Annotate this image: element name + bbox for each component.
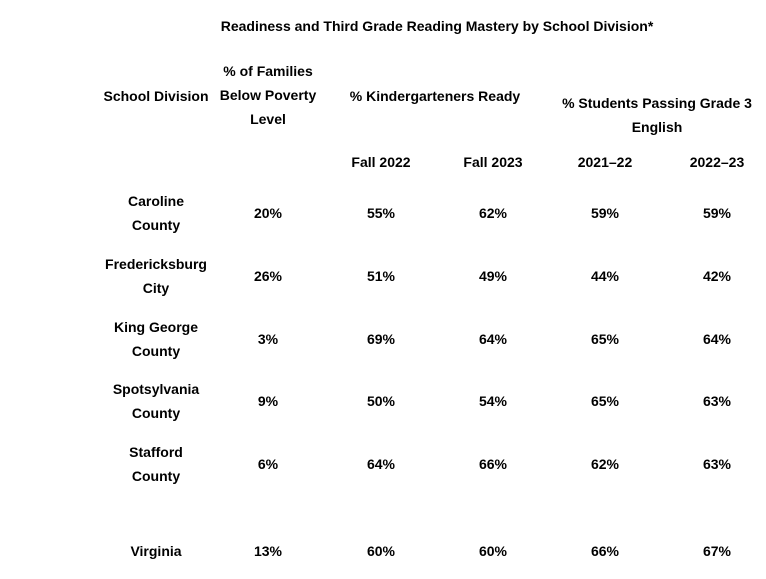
cell-2021-22: 59% xyxy=(590,205,620,221)
header-grade3-line-2: English xyxy=(631,119,683,135)
header-poverty xyxy=(205,59,331,131)
cell-poverty: 3% xyxy=(257,331,279,347)
table-title: Readiness and Third Grade Reading Mastery by School Division* xyxy=(220,18,654,34)
cell-fall-2023: 62% xyxy=(478,205,508,221)
cell-fall-2022: 64% xyxy=(366,456,396,472)
header-kindergarten-ready: % Kindergarteners Ready xyxy=(349,88,521,104)
subheader-2021-22: 2021–22 xyxy=(577,154,633,170)
cell-2021-22: 62% xyxy=(590,456,620,472)
row-name-line-1: Caroline xyxy=(127,193,184,209)
row-name-line-2: County xyxy=(131,217,181,233)
cell-2021-22: 65% xyxy=(590,393,620,409)
row-name-line-1: Stafford xyxy=(129,444,183,460)
cell-fall-2022: 60% xyxy=(366,543,396,559)
header-grade3-passing xyxy=(548,91,766,139)
cell-2022-23: 59% xyxy=(702,205,732,221)
row-name-line-1: Spotsylvania xyxy=(112,381,200,397)
cell-2022-23: 64% xyxy=(702,331,732,347)
header-poverty-line-1: % of Families xyxy=(223,63,313,79)
subheader-fall-2022: Fall 2022 xyxy=(351,154,411,170)
cell-fall-2023: 54% xyxy=(478,393,508,409)
table-row-name xyxy=(92,189,220,237)
cell-2022-23: 63% xyxy=(702,393,732,409)
cell-poverty: 6% xyxy=(257,456,279,472)
cell-poverty: 26% xyxy=(253,268,283,284)
cell-fall-2023: 66% xyxy=(478,456,508,472)
cell-poverty: 20% xyxy=(253,205,283,221)
subheader-2022-23: 2022–23 xyxy=(689,154,745,170)
table-row-name xyxy=(92,315,220,363)
cell-fall-2022: 55% xyxy=(366,205,396,221)
row-name-line-1: Virginia xyxy=(130,543,182,559)
cell-2021-22: 66% xyxy=(590,543,620,559)
cell-fall-2022: 69% xyxy=(366,331,396,347)
cell-poverty: 13% xyxy=(253,543,283,559)
row-name-line-2: City xyxy=(142,280,170,296)
cell-2021-22: 44% xyxy=(590,268,620,284)
cell-2021-22: 65% xyxy=(590,331,620,347)
subheader-fall-2023: Fall 2023 xyxy=(463,154,523,170)
cell-fall-2022: 50% xyxy=(366,393,396,409)
header-poverty-line-3: Level xyxy=(250,111,286,127)
cell-fall-2023: 60% xyxy=(478,543,508,559)
cell-fall-2023: 49% xyxy=(478,268,508,284)
table-row-name xyxy=(92,252,220,300)
cell-2022-23: 67% xyxy=(702,543,732,559)
row-name-line-2: County xyxy=(131,468,181,484)
header-poverty-line-2: Below Poverty xyxy=(219,87,317,103)
table-row-name xyxy=(92,539,220,563)
cell-fall-2022: 51% xyxy=(366,268,396,284)
row-name-line-1: King George xyxy=(113,319,198,335)
table-row-name xyxy=(92,377,220,425)
table-row-name xyxy=(92,440,220,488)
cell-2022-23: 63% xyxy=(702,456,732,472)
header-school-division: School Division xyxy=(103,88,209,104)
row-name-line-1: Fredericksburg xyxy=(105,256,207,272)
header-grade3-line-1: % Students Passing Grade 3 xyxy=(562,95,752,111)
cell-fall-2023: 64% xyxy=(478,331,508,347)
row-name-line-2: County xyxy=(131,405,181,421)
cell-2022-23: 42% xyxy=(702,268,732,284)
row-name-line-2: County xyxy=(131,343,181,359)
cell-poverty: 9% xyxy=(257,393,279,409)
